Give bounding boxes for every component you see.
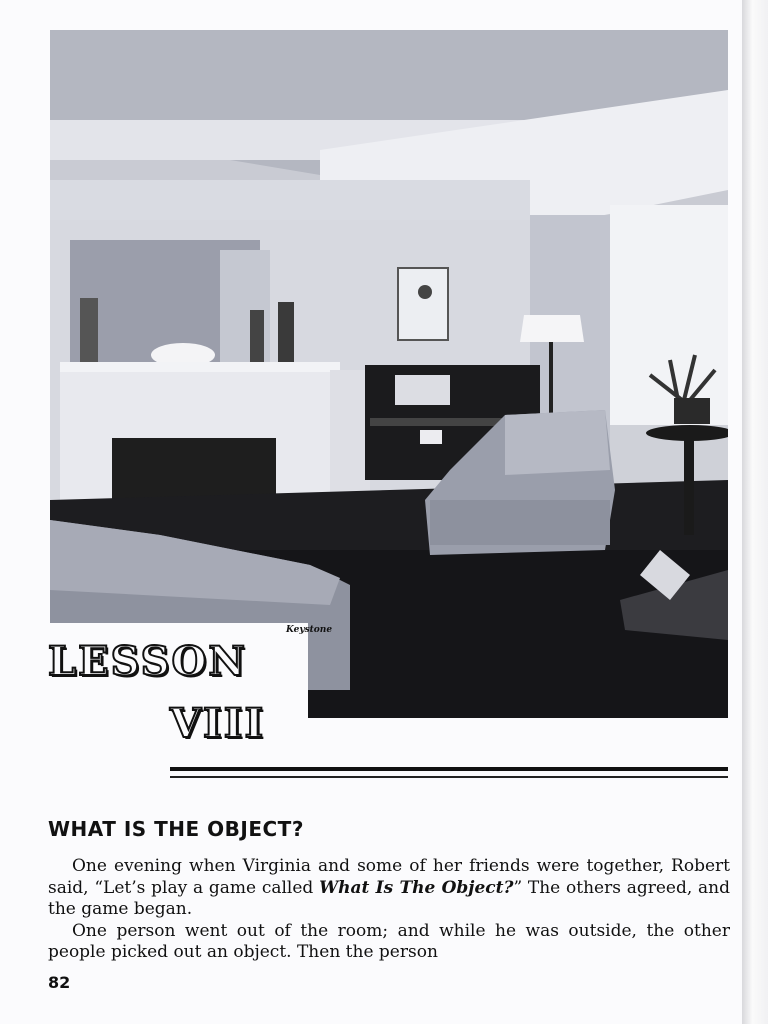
lesson-number: VIII (170, 700, 266, 747)
paragraph-1-text: One evening when Virginia and some of her friends were together, Robert said, “Let’s play a game called (48, 856, 730, 898)
game-title: What Is The Object? (319, 877, 514, 898)
section-heading: WHAT IS THE OBJECT? (48, 817, 304, 841)
photo-illustration (50, 30, 728, 718)
heading-rule (170, 767, 728, 771)
paragraph-1 (48, 856, 730, 921)
page-number: 82 (48, 973, 71, 992)
paragraph-2: One person went out of the room; and while he was outside, the other people picked out an object. Then the person (48, 920, 730, 962)
body-text (48, 856, 730, 964)
page-edge (742, 0, 768, 1024)
paragraph-1-text-end: ” The others agreed, and the game began. (48, 877, 730, 919)
heading-rule-thin (170, 776, 728, 778)
photo-credit: Keystone (286, 625, 333, 635)
living-room-photograph (50, 30, 728, 718)
lesson-title: LESSON (48, 638, 247, 685)
